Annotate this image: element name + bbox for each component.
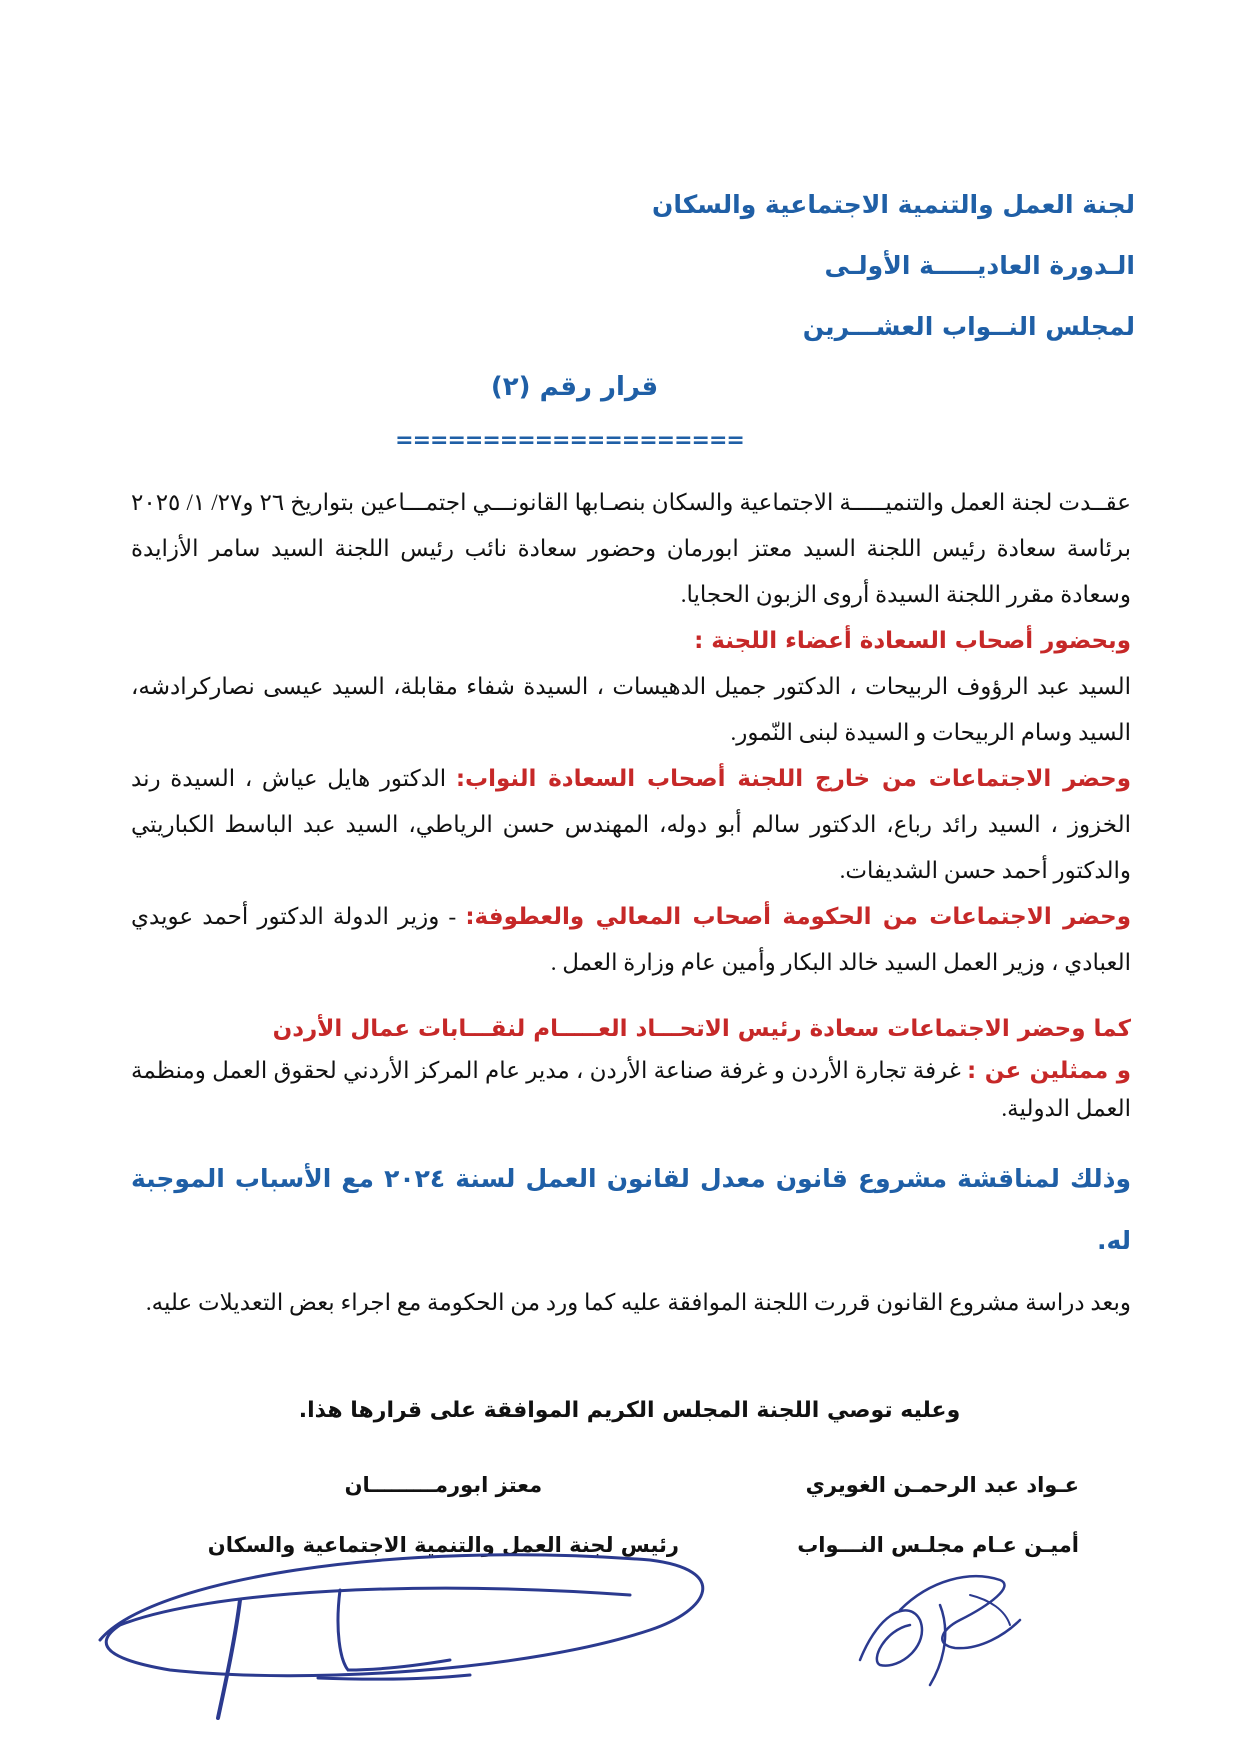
outside-attendees-heading: وحضر الاجتماعات من خارج اللجنة أصحاب السعادة النواب: [455, 766, 1131, 792]
represented-paragraph [131, 1052, 1131, 1128]
government-attendees-text: - وزير الدولة الدكتور أحمد عويدي العبادي ، وزير العمل السيد خالد البكار وأمين عام وزارة العمل . [131, 904, 1131, 975]
study-result-paragraph: وبعد دراسة مشروع القانون قررت اللجنة الموافقة عليه كما ورد من الحكومة مع اجراء بعض التعديلات عليه. [145, 1290, 1131, 1315]
secretary-general-name: عـواد عبد الرحمـن الغويري [805, 1473, 1079, 1497]
recommendation-line: وعليه توصي اللجنة المجلس الكريم الموافقة على قرارها هذا. [298, 1398, 961, 1423]
title-separator: ==================== [395, 428, 744, 453]
committee-name: لجنة العمل والتنمية الاجتماعية والسكان [652, 190, 1135, 219]
purpose-paragraph: وذلك لمناقشة مشروع قانون معدل لقانون العمل لسنة ٢٠٢٤ مع الأسباب الموجبة له. [131, 1164, 1132, 1255]
represented-text: غرفة تجارة الأردن و غرفة صناعة الأردن ، مدير عام المركز الأردني لحقوق العمل ومنظمة العمل الدولية. [131, 1058, 1131, 1121]
committee-chair-handwritten-signature [90, 1520, 710, 1720]
document-header [652, 190, 1135, 373]
intro-paragraph: عقــدت لجنة العمل والتنميـــــة الاجتماعية والسكان بنصـابها القانونـــي اجتمـــاعين بتواريخ ٢٦ و٢٧/ ١/ ٢٠٢٥ برئاسة سعادة رئيس اللجنة السيد معتز ابورمان وحضور سعادة نائب رئيس اللجنة السيد سامر الأزايدة وسعادة مقرر اللجنة السيدة أروى الزبون الحجايا. [131, 490, 1131, 607]
government-attendees-paragraph [131, 894, 1131, 986]
government-attendees-heading: وحضر الاجتماعات من الحكومة أصحاب المعالي والعطوفة: [465, 904, 1132, 930]
union-heading: كما وحضر الاجتماعات سعادة رئيس الاتحـــاد العـــــام لنقـــابات عمال الأردن [272, 1016, 1131, 1042]
decision-title: قرار رقم (٢) [490, 372, 659, 402]
secretary-general-title: أميـن عـام مجلـس النـــواب [797, 1533, 1079, 1557]
outside-attendees-text: الدكتور هايل عياش ، السيدة رند الخزوز ، السيد رائد رباع، الدكتور سالم أبو دوله، المهندس حسن الرياطي، السيد عبد الباسط الكباريتي والدكتور أحمد حسن الشديفات. [131, 766, 1131, 883]
secretary-general-handwritten-signature [840, 1550, 1030, 1700]
members-heading: وبحضور أصحاب السعادة أعضاء اللجنة : [694, 628, 1131, 654]
session-name: الـدورة العاديـــــة الأولـى [824, 251, 1135, 280]
represented-heading: و ممثلين عن : [967, 1058, 1132, 1084]
members-paragraph: السيد عبد الرؤوف الربيحات ، الدكتور جميل الدهيسات ، السيدة شفاء مقابلة، السيد عيسى نصاركرادشه، السيد وسام الربيحات و السيدة لبنى النّمور. [131, 674, 1131, 745]
committee-chair-title: رئيس لجنة العمل والتنمية الاجتماعية والسكان [207, 1533, 679, 1557]
committee-chair-name: معتز ابورمـــــــــان [344, 1473, 543, 1497]
council-name: لمجلس النــواب العشـــرين [802, 312, 1135, 341]
document-body [131, 480, 1131, 1326]
outside-attendees-paragraph [131, 756, 1131, 894]
